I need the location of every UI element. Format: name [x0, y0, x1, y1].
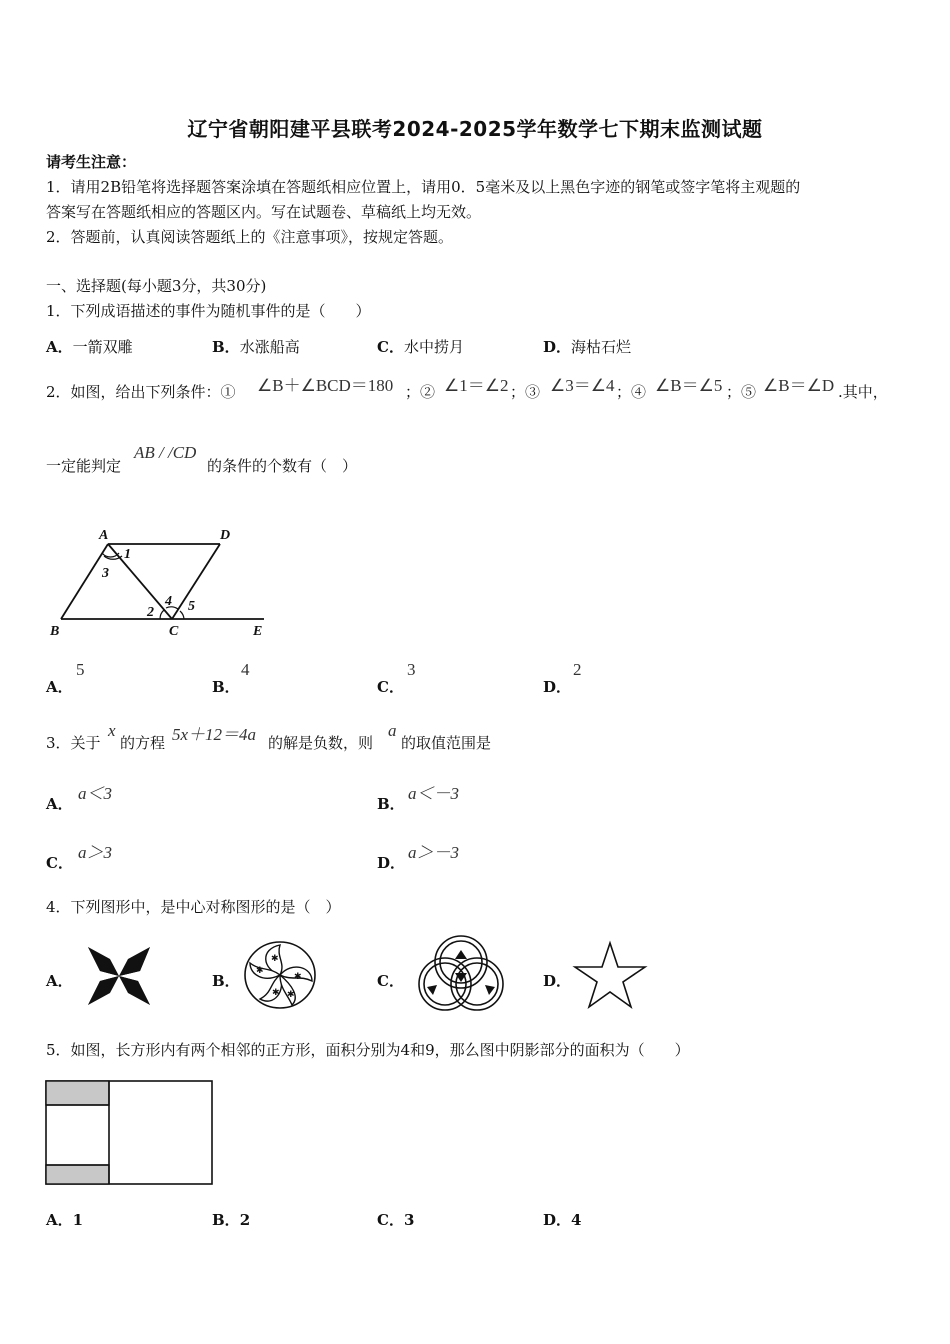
- q2-sep-3: ；③: [510, 383, 541, 401]
- notice-line-1: 1．请用2B铅笔将选择题答案涂填在答题纸相应位置上，请用0．5毫米及以上黑色字迹的钢笔或签字笔将主观题的: [46, 178, 801, 196]
- q2-option-d[interactable]: D．: [543, 678, 572, 696]
- q3-option-b[interactable]: B．: [377, 795, 405, 813]
- q5-stem: 5．如图，长方形内有两个相邻的正方形，面积分别为4和9，那么图中阴影部分的面积为（ ）: [46, 1041, 690, 1059]
- q5-rectangle-figure: [45, 1080, 215, 1186]
- q3-option-c[interactable]: C．: [46, 854, 73, 872]
- q5-option-c[interactable]: C．3: [377, 1211, 415, 1229]
- notice-line-2: 答案写在答题纸相应的答题区内。写在试题卷、草稿纸上均无效。: [46, 203, 482, 221]
- q4-figure-c-trefoil: [415, 932, 507, 1010]
- q3-variable-x: x: [108, 721, 116, 740]
- q2-geometry-figure: [44, 522, 274, 642]
- q2-parallel-expr: AB / /CD: [134, 443, 197, 462]
- q3-stem-part4: 的取值范围是: [401, 734, 492, 752]
- section-heading: 一、选择题(每小题3分，共30分): [46, 277, 267, 295]
- q2-condition-5: ∠B＝∠D: [763, 376, 835, 395]
- angle-5-label: 5: [188, 599, 195, 614]
- q3-option-b-value: a＜－3: [408, 784, 459, 803]
- q2-line2-prefix: 一定能判定: [46, 457, 122, 475]
- q3-equation: 5x＋12＝4a: [172, 725, 257, 744]
- q1-option-c[interactable]: C．水中捞月: [377, 338, 464, 356]
- q4-option-a[interactable]: A．: [46, 972, 73, 990]
- q2-option-c[interactable]: C．: [377, 678, 404, 696]
- q4-figure-b-flower-emblem: [242, 939, 322, 1011]
- q4-figure-a-pinwheel: [84, 945, 154, 1007]
- q1-option-a[interactable]: A．一箭双雕: [46, 338, 133, 356]
- q3-option-d[interactable]: D．: [377, 854, 406, 872]
- q5-option-a[interactable]: A．1: [46, 1211, 84, 1229]
- q2-stem-prefix: 2．如图，给出下列条件：①: [46, 383, 236, 401]
- q3-variable-a: a: [388, 721, 397, 740]
- svg-text:✱: ✱: [294, 972, 302, 982]
- q4-figure-d-star: [574, 940, 648, 1010]
- q2-option-c-value: 3: [407, 660, 416, 679]
- label-a: A: [99, 528, 109, 543]
- q2-sep-2: ；②: [405, 383, 436, 401]
- svg-text:✱: ✱: [256, 966, 264, 976]
- notice-line-3: 2．答题前，认真阅读答题纸上的《注意事项》，按规定答题。: [46, 228, 454, 246]
- label-c: C: [169, 624, 179, 639]
- q3-option-c-value: a＞3: [78, 843, 112, 862]
- q3-stem-part1: 3．关于: [46, 734, 101, 752]
- q3-option-a-value: a＜3: [78, 784, 112, 803]
- q2-condition-4: ∠B＝∠5: [655, 376, 723, 395]
- q5-option-d[interactable]: D．4: [543, 1211, 582, 1229]
- angle-2-label: 2: [147, 605, 154, 620]
- q2-option-b[interactable]: B．: [212, 678, 240, 696]
- notice-heading: 请考生注意：: [46, 153, 137, 171]
- svg-text:✱: ✱: [287, 990, 295, 1000]
- q2-line2-suffix: 的条件的个数有（ ）: [207, 457, 358, 475]
- q2-condition-2: ∠1＝∠2: [444, 376, 509, 395]
- q3-stem-part2: 的方程: [120, 734, 166, 752]
- label-b: B: [50, 624, 60, 639]
- q2-stem-suffix: .其中，: [838, 383, 888, 401]
- svg-text:✱: ✱: [271, 954, 279, 964]
- q1-option-d[interactable]: D．海枯石烂: [543, 338, 632, 356]
- q3-stem-part3: 的解是负数，则: [268, 734, 374, 752]
- q2-option-b-value: 4: [241, 660, 250, 679]
- q2-condition-3: ∠3＝∠4: [550, 376, 615, 395]
- q3-option-a[interactable]: A．: [46, 795, 73, 813]
- q1-option-b[interactable]: B．水涨船高: [212, 338, 300, 356]
- q2-sep-4: ；④: [616, 383, 647, 401]
- label-e: E: [253, 624, 263, 639]
- angle-1-label: 1: [124, 547, 131, 562]
- q4-option-b[interactable]: B．: [212, 972, 240, 990]
- q4-stem: 4．下列图形中，是中心对称图形的是（ ）: [46, 898, 341, 916]
- svg-text:✱: ✱: [272, 988, 280, 998]
- q2-option-d-value: 2: [573, 660, 582, 679]
- q2-option-a-value: 5: [76, 660, 85, 679]
- q2-sep-5: ；⑤: [726, 383, 757, 401]
- q1-stem: 1．下列成语描述的事件为随机事件的是（ ）: [46, 302, 371, 320]
- q3-option-d-value: a＞－3: [408, 843, 459, 862]
- q4-option-d[interactable]: D．: [543, 972, 572, 990]
- page-title: 辽宁省朝阳建平县联考2024-2025学年数学七下期末监测试题: [187, 117, 763, 141]
- q2-option-a[interactable]: A．: [46, 678, 73, 696]
- q2-condition-1: ∠B＋∠BCD＝180: [257, 376, 394, 395]
- angle-4-label: 4: [165, 594, 172, 609]
- q5-option-b[interactable]: B．2: [212, 1211, 251, 1229]
- q4-option-c[interactable]: C．: [377, 972, 404, 990]
- label-d: D: [220, 528, 231, 543]
- angle-3-label: 3: [102, 566, 109, 581]
